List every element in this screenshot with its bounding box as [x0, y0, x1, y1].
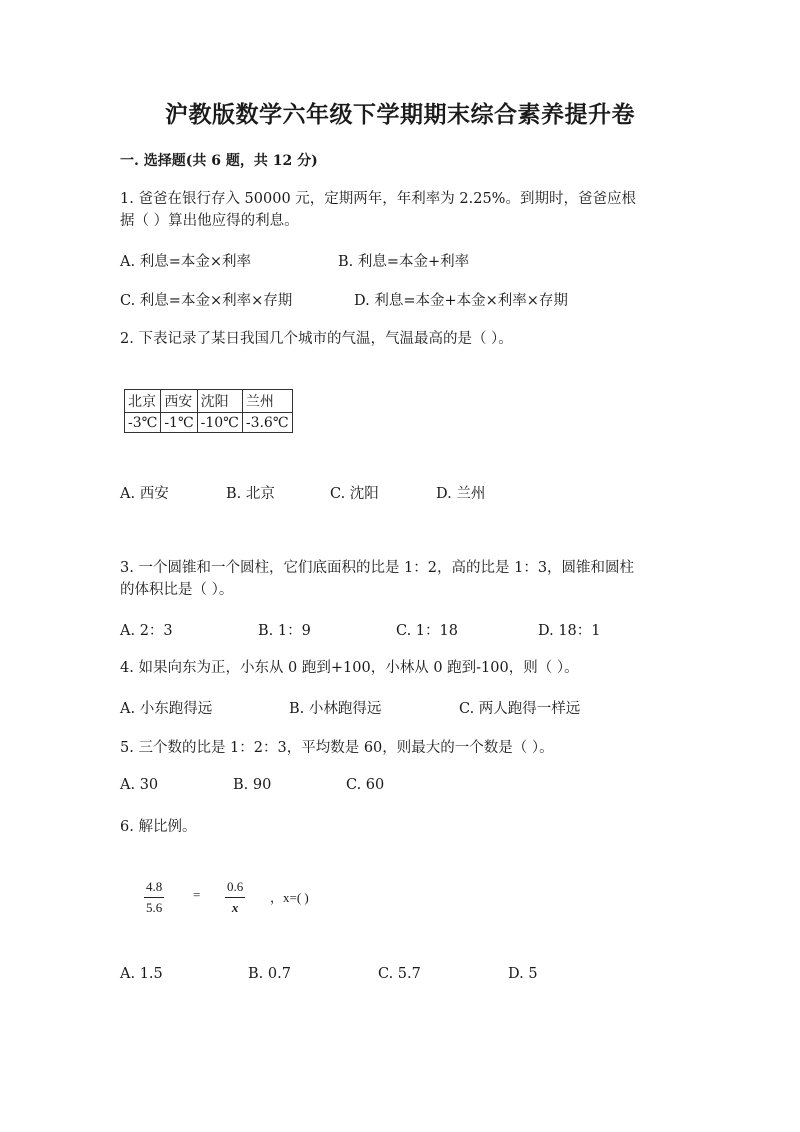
- section-heading: 一. 选择题(共 6 题，共 12 分): [120, 153, 318, 169]
- table-row-temps: [125, 413, 293, 433]
- q3-option-a: A. 2：3: [120, 623, 173, 639]
- q6-option-c: C. 5.7: [378, 966, 421, 982]
- q6-option-a: A. 1.5: [120, 966, 163, 982]
- table-cell: 北京: [125, 390, 161, 413]
- q2-text: 2. 下表记录了某日我国几个城市的气温，气温最高的是（ ）。: [120, 331, 513, 347]
- q6-text: 6. 解比例。: [120, 819, 197, 835]
- equation-answer-blank: ，x=( ): [270, 890, 309, 905]
- q4-text: 4. 如果向东为正，小东从 0 跑到+100，小林从 0 跑到-100，则（ ）。: [120, 660, 579, 676]
- q3-option-b: B. 1：9: [258, 623, 311, 639]
- table-cell: -3.6℃: [242, 413, 292, 433]
- table-cell: 西安: [161, 390, 197, 413]
- q5-text: 5. 三个数的比是 1：2：3，平均数是 60，则最大的一个数是（ ）。: [120, 740, 554, 756]
- q6-option-d: D. 5: [508, 966, 538, 982]
- fraction-numerator: 0.6: [227, 879, 244, 894]
- q1-option-a: A. 利息=本金×利率: [120, 254, 251, 270]
- q2-option-d: D. 兰州: [436, 486, 486, 502]
- q2-option-c: C. 沈阳: [330, 486, 379, 502]
- q3-text-line1: 3. 一个圆锥和一个圆柱，它们底面积的比是 1：2，高的比是 1：3，圆锥和圆柱: [120, 560, 635, 576]
- q4-option-c: C. 两人跑得一样远: [459, 701, 581, 717]
- page-title: 沪教版数学六年级下学期期末综合素养提升卷: [165, 101, 635, 128]
- q4-option-b: B. 小林跑得远: [289, 701, 382, 717]
- q5-option-a: A. 30: [120, 777, 159, 793]
- q1-text-line1: 1. 爸爸在银行存入 50000 元，定期两年，年利率为 2.25%。到期时，爸爸应根: [120, 191, 636, 207]
- q5-option-c: C. 60: [346, 777, 385, 793]
- table-cell: -10℃: [197, 413, 242, 433]
- fraction-right: [225, 879, 245, 916]
- table-cell: -3℃: [125, 413, 161, 433]
- fraction-denominator: 5.6: [146, 900, 163, 915]
- table-cell: 兰州: [242, 390, 292, 413]
- q3-text-line2: 的体积比是（ ）。: [120, 582, 234, 598]
- table-cell: -1℃: [161, 413, 197, 433]
- q4-option-a: A. 小东跑得远: [120, 701, 213, 717]
- q3-option-c: C. 1：18: [396, 623, 458, 639]
- q6-option-b: B. 0.7: [248, 966, 291, 982]
- fraction-numerator: 4.8: [146, 879, 163, 894]
- table-row-cities: [125, 390, 293, 413]
- table-cell: 沈阳: [197, 390, 242, 413]
- fraction-denominator: x: [231, 900, 239, 915]
- q1-option-c: C. 利息=本金×利率×存期: [120, 293, 293, 309]
- q1-text-line2: 据（ ）算出他应得的利息。: [120, 213, 299, 229]
- equals-sign: =: [193, 887, 201, 902]
- temperature-table: [124, 389, 293, 433]
- q2-option-b: B. 北京: [226, 486, 275, 502]
- fraction-bar: [225, 897, 245, 898]
- fraction-left: [144, 879, 164, 916]
- q3-option-d: D. 18：1: [538, 623, 601, 639]
- q2-option-a: A. 西安: [120, 486, 169, 502]
- q1-option-d: D. 利息=本金+本金×利率×存期: [354, 293, 568, 309]
- q5-option-b: B. 90: [233, 777, 272, 793]
- fraction-bar: [144, 897, 164, 898]
- q1-option-b: B. 利息=本金+利率: [338, 254, 470, 270]
